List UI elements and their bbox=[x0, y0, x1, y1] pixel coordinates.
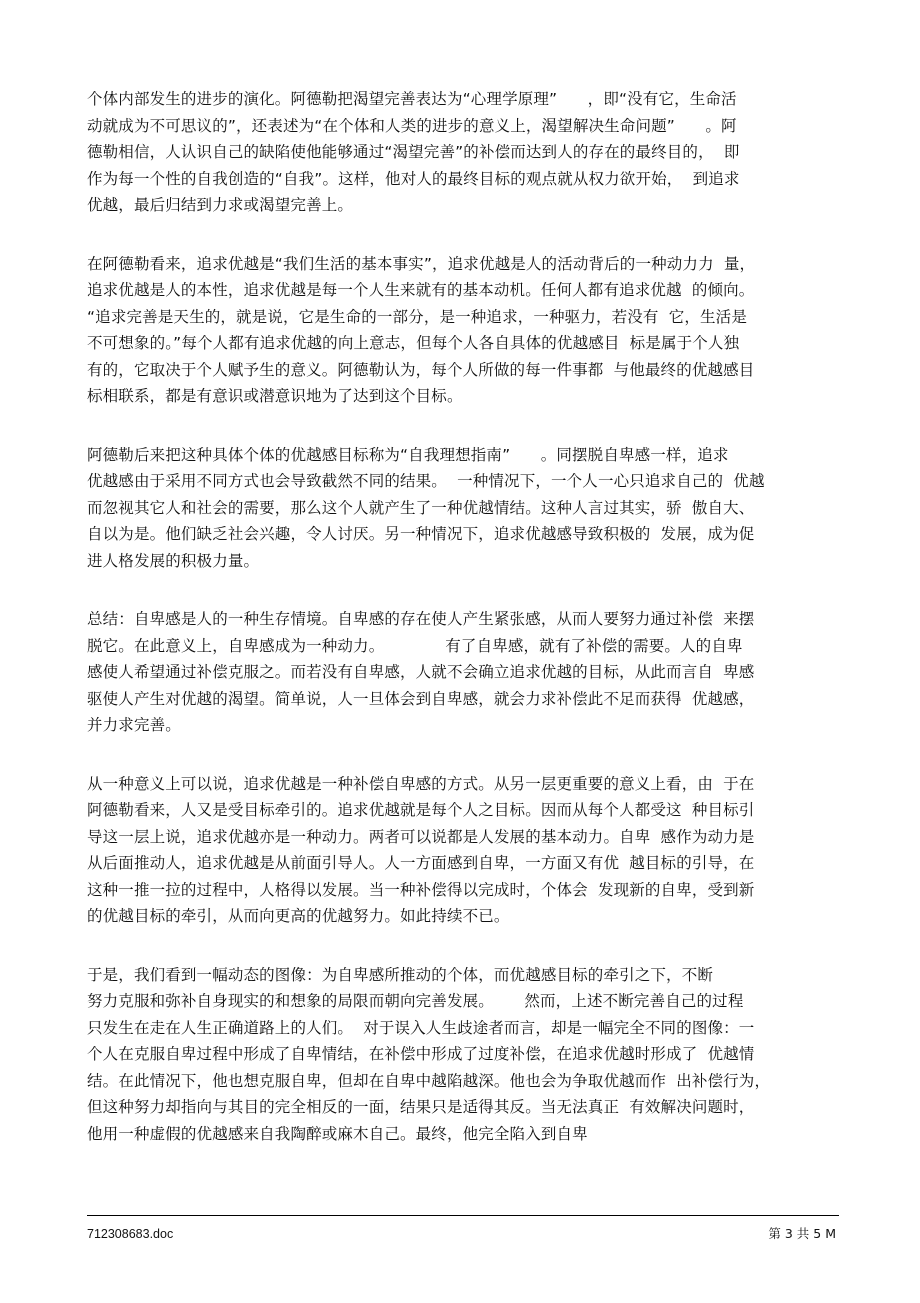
text-line: 结。在此情况下，他也想克服自卑，但却在自卑中越陷越深。他也会为争取优越而作 出补偿行为， bbox=[87, 1071, 771, 1090]
text-line: 从后面推动人，追求优越是从前面引导人。人一方面感到自卑，一方面又有优 越目标的引导，在 bbox=[87, 854, 755, 872]
text-line: 但这种努力却指向与其目的完全相反的一面，结果只是适得其反。当无法真正 有效解决问题时， bbox=[87, 1098, 755, 1116]
text-line: 感使人希望通过补偿克服之。而若没有自卑感，人就不会确立追求优越的目标，从此而言自 卑感 bbox=[87, 663, 755, 681]
text-line: 阿德勒后来把这种具体个体的优越感目标称为“自我理想指南” 。同摆脱自卑感一样，追求 bbox=[87, 445, 729, 464]
document-body bbox=[87, 86, 837, 1179]
body-paragraph bbox=[87, 771, 837, 930]
text-line: 作为每一个性的自我创造的“自我”。这样，他对人的最终目标的观点就从权力欲开始， 到追求 bbox=[87, 169, 740, 188]
text-line: 个体内部发生的进步的演化。阿德勒把渴望完善表达为“心理学原理” ，即“没有它，生命活 bbox=[87, 90, 737, 108]
text-line: 总结：自卑感是人的一种生存情境。自卑感的存在使人产生紧张感，从而人要努力通过补偿 来摆 bbox=[87, 610, 755, 628]
body-paragraph bbox=[87, 442, 837, 575]
footer-page-info: 第 3 共 5 M bbox=[768, 1226, 836, 1241]
text-line: 而忽视其它人和社会的需要，那么这个人就产生了一种优越情结。这种人言过其实，骄 傲自大、 bbox=[87, 498, 755, 517]
text-line: 只发生在走在人生正确道路上的人们。 对于误入人生歧途者而言，却是一幅完全不同的图像：一 bbox=[87, 1018, 755, 1037]
text-line: 从一种意义上可以说，追求优越是一种补偿自卑感的方式。从另一层更重要的意义上看，由 于在 bbox=[87, 774, 755, 793]
footer-divider bbox=[87, 1215, 839, 1216]
text-line: “追求完善是天生的，就是说，它是生命的一部分，是一种追求，一种驱力，若没有 它，生活是 bbox=[87, 307, 747, 326]
body-paragraph bbox=[87, 251, 837, 410]
text-line: 阿德勒看来，人又是受目标牵引的。追求优越就是每个人之目标。因而从每个人都受这 种目标引 bbox=[87, 801, 755, 819]
body-paragraph bbox=[87, 962, 837, 1148]
text-line: 驱使人产生对优越的渴望。简单说，人一旦体会到自卑感，就会力求补偿此不足而获得 优越感， bbox=[87, 689, 755, 708]
footer-filename: 712308683.doc bbox=[87, 1227, 174, 1241]
text-line: 优越，最后归结到力求或渴望完善上。 bbox=[87, 196, 354, 214]
text-line: 自以为是。他们缺乏社会兴趣，令人讨厌。另一种情况下，追求优越感导致积极的 发展，成为促 bbox=[87, 525, 755, 543]
text-line: 个人在克服自卑过程中形成了自卑情结，在补偿中形成了过度补偿，在追求优越时形成了 优越情 bbox=[87, 1045, 755, 1063]
text-line: 导这一层上说，追求优越亦是一种动力。两者可以说都是人发展的基本动力。自卑 感作为动力是 bbox=[87, 827, 755, 846]
text-line: 他用一种虚假的优越感来自我陶醉或麻木自己。最终，他完全陷入到自卑 bbox=[87, 1124, 588, 1143]
text-line: 追求优越是人的本性，追求优越是每一个人生来就有的基本动机。任何人都有追求优越 的倾向。 bbox=[87, 281, 755, 299]
text-line: 于是，我们看到一幅动态的图像：为自卑感所推动的个体，而优越感目标的牵引之下，不断 bbox=[87, 965, 714, 984]
body-paragraph bbox=[87, 606, 837, 739]
text-line: 德勒相信，人认识自己的缺陷使他能够通过“渴望完善”的补偿而达到人的存在的最终目的， 即 bbox=[87, 143, 740, 161]
text-line: 有的，它取决于个人赋予生的意义。阿德勒认为，每个人所做的每一件事都 与他最终的优越感目 bbox=[87, 360, 755, 379]
text-line: 脱它。在此意义上，自卑感成为一种动力。 有了自卑感，就有了补偿的需要。人的自卑 bbox=[87, 636, 743, 655]
text-line: 不可想象的。”每个人都有追求优越的向上意志，但每个人各自具体的优越感目 标是属于个人独 bbox=[87, 334, 740, 352]
text-line: 努力克服和弥补自身现实的和想象的局限而朝向完善发展。 然而，上述不断完善自己的过程 bbox=[87, 992, 744, 1010]
text-line: 并力求完善。 bbox=[87, 716, 181, 734]
text-line: 在阿德勒看来，追求优越是“我们生活的基本事实”，追求优越是人的活动背后的一种动力力 量， bbox=[87, 254, 756, 273]
text-line: 的优越目标的牵引，从而向更高的优越努力。如此持续不已。 bbox=[87, 907, 510, 925]
body-paragraph bbox=[87, 86, 837, 219]
text-line: 进人格发展的积极力量。 bbox=[87, 551, 260, 570]
text-line: 这种一推一拉的过程中，人格得以发展。当一种补偿得以完成时，个体会 发现新的自卑，受到新 bbox=[87, 880, 755, 899]
text-line: 动就成为不可思议的”，还表述为“在个体和人类的进步的意义上，渴望解决生命问题” 。阿 bbox=[87, 116, 737, 135]
text-line: 标相联系，都是有意识或潜意识地为了达到这个目标。 bbox=[87, 387, 463, 405]
text-line: 优越感由于采用不同方式也会导致截然不同的结果。 一种情况下，一个人一心只追求自己的 优越 bbox=[87, 472, 765, 490]
